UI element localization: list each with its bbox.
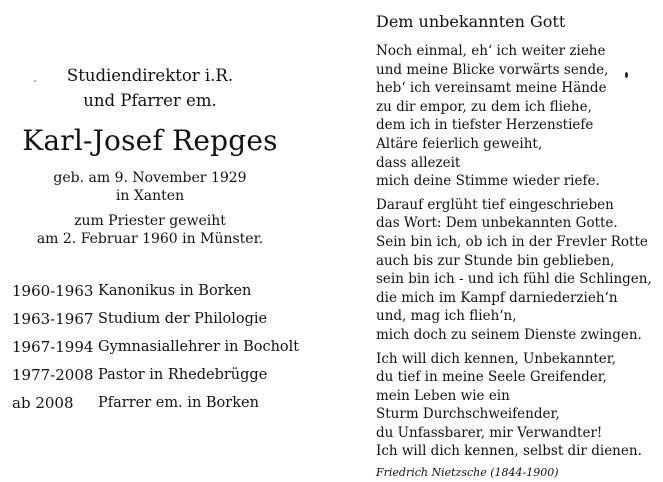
timeline-row	[12, 338, 302, 366]
poem-line: sein bin ich - und ich fühl die Schlingen,	[376, 271, 652, 288]
timeline-years: 1977-2008	[12, 366, 94, 384]
timeline-row	[12, 282, 302, 310]
left-column	[0, 0, 300, 482]
poem-line: die mich im Kampf darniederzieh‘n	[376, 289, 618, 306]
poem-line: mein Leben wie ein	[376, 387, 510, 404]
birth-line-2: in Xanten	[115, 188, 185, 204]
timeline-row	[12, 394, 302, 422]
timeline-row	[12, 366, 302, 394]
poem-line: Darauf erglüht tief eingeschrieben	[376, 196, 614, 213]
timeline-years: 1967-1994	[12, 338, 94, 356]
timeline-years: 1963-1967	[12, 310, 94, 328]
timeline-row	[12, 310, 302, 338]
timeline	[12, 282, 302, 422]
poem-line: auch bis zur Stunde bin geblieben,	[376, 252, 615, 269]
ordination-line-1: zum Priester geweiht	[74, 213, 226, 229]
poem-line: Ich will dich kennen, Unbekannter,	[376, 350, 617, 367]
timeline-text: Studium der Philologie	[98, 311, 268, 327]
poem-line: du tief in meine Seele Greifender,	[376, 369, 607, 386]
poem-line: Sein bin ich, ob ich in der Frevler Rotte	[376, 233, 648, 250]
poem-line: das Wort: Dem unbekannten Gotte.	[376, 215, 618, 232]
poem-stanza-3	[376, 350, 661, 462]
timeline-text: Pfarrer em. in Borken	[98, 395, 259, 411]
poem-line: mich deine Stimme wieder riefe.	[376, 173, 600, 190]
timeline-text: Pastor in Rhedebrügge	[98, 367, 268, 383]
poem-line: dem ich in tiefster Herzenstiefe	[376, 117, 594, 134]
person-name: Karl-Josef Repges	[22, 124, 278, 157]
poem-stanza-2	[376, 196, 661, 345]
scan-speck	[34, 80, 36, 82]
poem-line: Sturm Durchschweifender,	[376, 406, 560, 423]
poem-line: mich doch zu seinem Dienste zwingen.	[376, 326, 642, 343]
poem-line: Altäre feierlich geweiht,	[376, 135, 543, 152]
poem-column	[376, 12, 661, 480]
poem-title: Dem unbekannten Gott	[376, 12, 566, 31]
timeline-years: ab 2008	[12, 394, 74, 412]
poem-line: und meine Blicke vorwärts sende,	[376, 61, 609, 78]
birth-line-1: geb. am 9. November 1929	[53, 170, 247, 186]
ordination-line-2: am 2. Februar 1960 in Münster.	[36, 231, 264, 247]
poem-line: zu dir empor, zu dem ich fliehe,	[376, 98, 592, 115]
poem-line: heb‘ ich vereinsamt meine Hände	[376, 80, 607, 97]
poem-line: Ich will dich kennen, selbst dir dienen.	[376, 443, 642, 460]
poem-line: und, mag ich flieh‘n,	[376, 308, 517, 325]
poem-author: Friedrich Nietzsche (1844-1900)	[376, 466, 559, 480]
poem-line: Noch einmal, eh‘ ich weiter ziehe	[376, 43, 606, 59]
timeline-text: Kanonikus in Borken	[98, 283, 252, 299]
poem-line: du Unfassbarer, mir Verwandter!	[376, 424, 603, 441]
scan-speck	[625, 72, 628, 78]
poem-stanza-1	[376, 42, 661, 191]
timeline-years: 1960-1963	[12, 282, 94, 300]
role-line-2: und Pfarrer em.	[83, 91, 217, 110]
role-line-1: Studiendirektor i.R.	[66, 66, 234, 85]
poem-line: dass allezeit	[376, 154, 461, 171]
timeline-text: Gymnasiallehrer in Bocholt	[98, 339, 300, 355]
